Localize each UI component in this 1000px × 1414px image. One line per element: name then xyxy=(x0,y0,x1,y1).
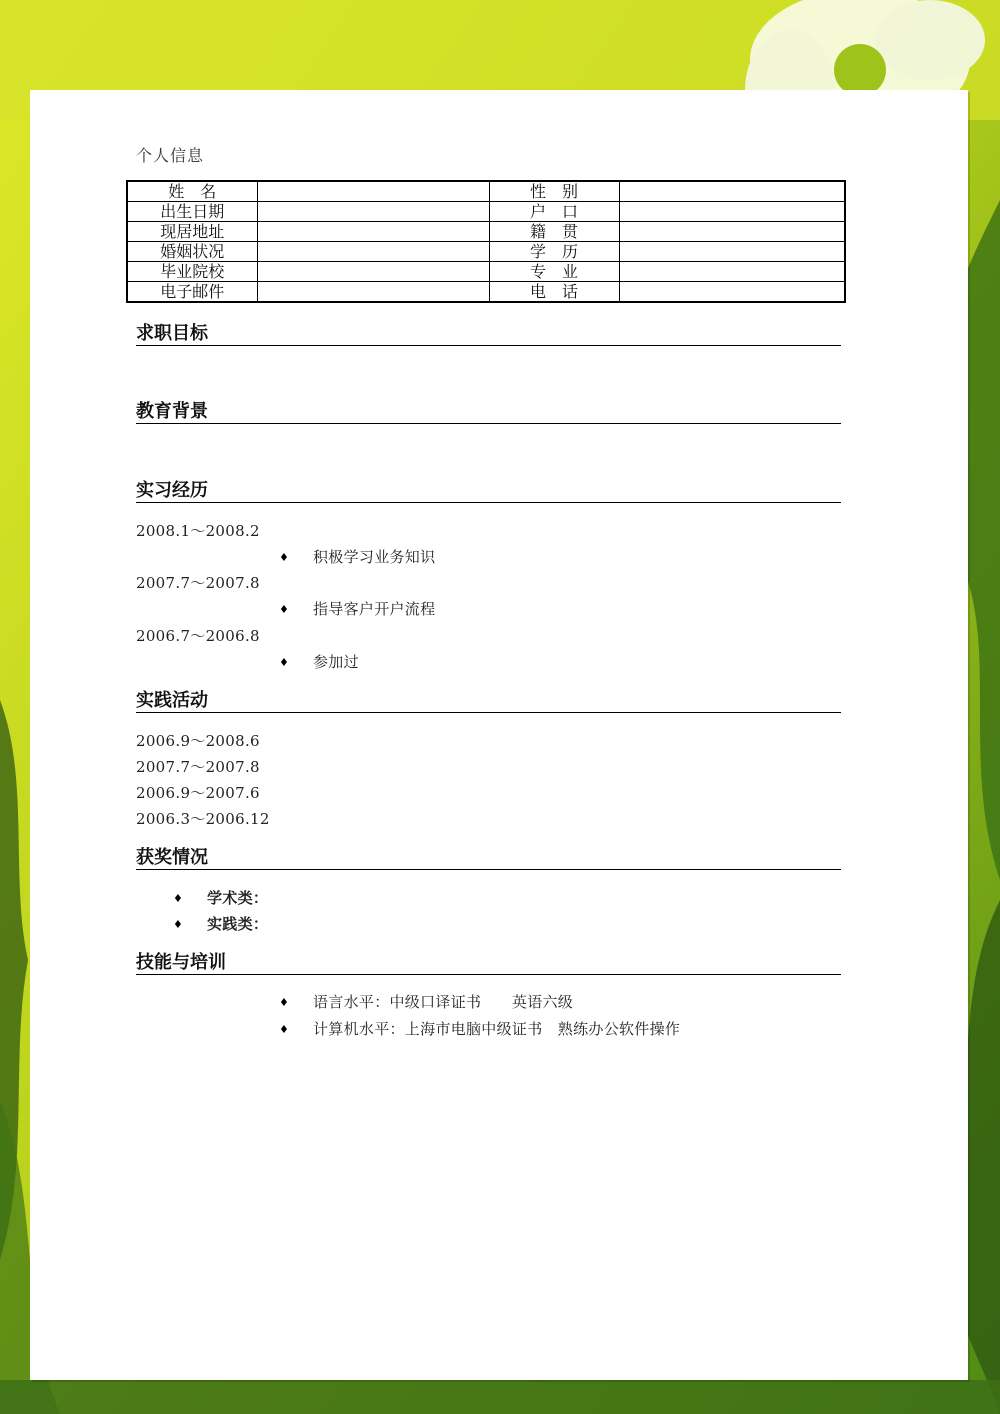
award-item: 学术类： xyxy=(207,889,269,907)
info-value xyxy=(619,242,845,262)
info-label: 专 业 xyxy=(489,262,619,282)
info-value xyxy=(257,222,489,242)
skill-item: 语言水平：中级口译证书 英语六级 xyxy=(313,993,574,1011)
internship-period: 2008.1～2008.2 xyxy=(136,522,260,540)
bullet-icon: ♦ xyxy=(279,603,289,616)
info-label: 出生日期 xyxy=(127,202,257,222)
info-value xyxy=(619,181,845,202)
internship-detail: 指导客户开户流程 xyxy=(313,600,436,618)
info-label: 姓 名 xyxy=(127,181,257,202)
info-row xyxy=(127,262,845,282)
bullet-icon: ♦ xyxy=(279,551,289,564)
info-value xyxy=(619,262,845,282)
info-row xyxy=(127,222,845,242)
info-value xyxy=(257,242,489,262)
bullet-icon: ♦ xyxy=(279,1023,289,1036)
info-value xyxy=(619,222,845,242)
info-label: 籍 贯 xyxy=(489,222,619,242)
education-heading: 教育背景 xyxy=(136,401,841,424)
info-value xyxy=(257,262,489,282)
bullet-icon: ♦ xyxy=(173,918,183,931)
info-label: 现居地址 xyxy=(127,222,257,242)
internship-period: 2007.7～2007.8 xyxy=(136,574,260,592)
personal-info-title: 个人信息 xyxy=(136,146,205,165)
awards-heading: 获奖情况 xyxy=(136,847,841,870)
info-label: 毕业院校 xyxy=(127,262,257,282)
info-label: 婚姻状况 xyxy=(127,242,257,262)
internship-detail: 参加过 xyxy=(313,653,359,671)
info-value xyxy=(257,282,489,303)
info-row xyxy=(127,242,845,262)
practice-period: 2006.3～2006.12 xyxy=(136,810,270,828)
info-value xyxy=(619,202,845,222)
info-row xyxy=(127,202,845,222)
info-label: 电 话 xyxy=(489,282,619,303)
practice-period: 2006.9～2007.6 xyxy=(136,784,260,802)
info-label: 电子邮件 xyxy=(127,282,257,303)
internship-period: 2006.7～2006.8 xyxy=(136,627,260,645)
info-value xyxy=(257,181,489,202)
info-value xyxy=(257,202,489,222)
practice-period: 2007.7～2007.8 xyxy=(136,758,260,776)
info-label: 性 别 xyxy=(489,181,619,202)
internship-detail: 积极学习业务知识 xyxy=(313,548,436,566)
bullet-icon: ♦ xyxy=(279,656,289,669)
skill-item: 计算机水平：上海市电脑中级证书 熟练办公软件操作 xyxy=(313,1020,681,1038)
info-value xyxy=(619,282,845,303)
practice-heading: 实践活动 xyxy=(136,690,841,713)
bullet-icon: ♦ xyxy=(279,996,289,1009)
info-label: 学 历 xyxy=(489,242,619,262)
award-item: 实践类： xyxy=(207,915,269,933)
info-row xyxy=(127,282,845,303)
practice-period: 2006.9～2008.6 xyxy=(136,732,260,750)
skills-heading: 技能与培训 xyxy=(136,952,841,975)
info-label: 户 口 xyxy=(489,202,619,222)
internship-heading: 实习经历 xyxy=(136,480,841,503)
bullet-icon: ♦ xyxy=(173,892,183,905)
objective-heading: 求职目标 xyxy=(136,323,841,346)
info-row xyxy=(127,181,845,202)
personal-info-table xyxy=(126,180,846,303)
